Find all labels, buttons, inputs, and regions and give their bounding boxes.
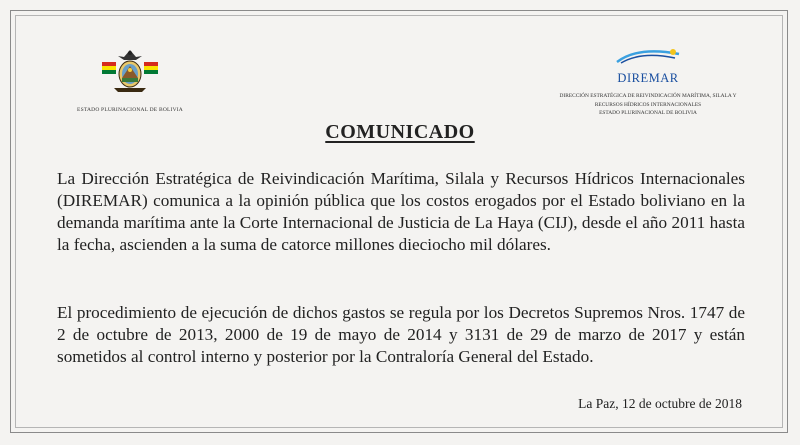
- paragraph-1: La Dirección Estratégica de Reivindicación Marítima, Silala y Recursos Hídricos Internacionales (DIREMAR) comunica a la opinión pública que los costos erogados por el Estado boliviano en la demanda marítima ante la Corte Internacional de Justicia de La Haya (CIJ), desde el año 2011 hasta la fecha, ascienden a la suma de catorce millones dieciocho mil dólares.: [57, 169, 745, 254]
- left-caption: ESTADO PLURINACIONAL DE BOLIVIA: [77, 107, 183, 113]
- org-line-2: RECURSOS HÍDRICOS INTERNACIONALES: [594, 101, 702, 108]
- bolivia-coat-of-arms-icon: [100, 48, 160, 96]
- brand-name: DIREMAR: [617, 71, 679, 85]
- header-right-logo: [548, 48, 748, 118]
- org-line-1: DIRECCIÓN ESTRATÉGICA DE REIVINDICACIÓN MARÍTIMA, SILALA Y: [559, 93, 737, 99]
- org-name: [548, 92, 748, 118]
- date-line: La Paz, 12 de octubre de 2018: [578, 396, 742, 411]
- header-left-emblem: [60, 48, 200, 113]
- document-title: COMUNICADO: [325, 121, 475, 143]
- diremar-logo-icon: [613, 48, 683, 64]
- paragraph-2: El procedimiento de ejecución de dichos gastos se regula por los Decretos Supremos Nros. 1747 de 2 de octubre de 2013, 2000 de 19 de mayo de 2014 y 3131 de 29 de marzo de 2017 y están sometidos al control interno y posterior por la Contraloría General del Estado.: [57, 303, 745, 366]
- org-line-3: ESTADO PLURINACIONAL DE BOLIVIA: [599, 110, 697, 116]
